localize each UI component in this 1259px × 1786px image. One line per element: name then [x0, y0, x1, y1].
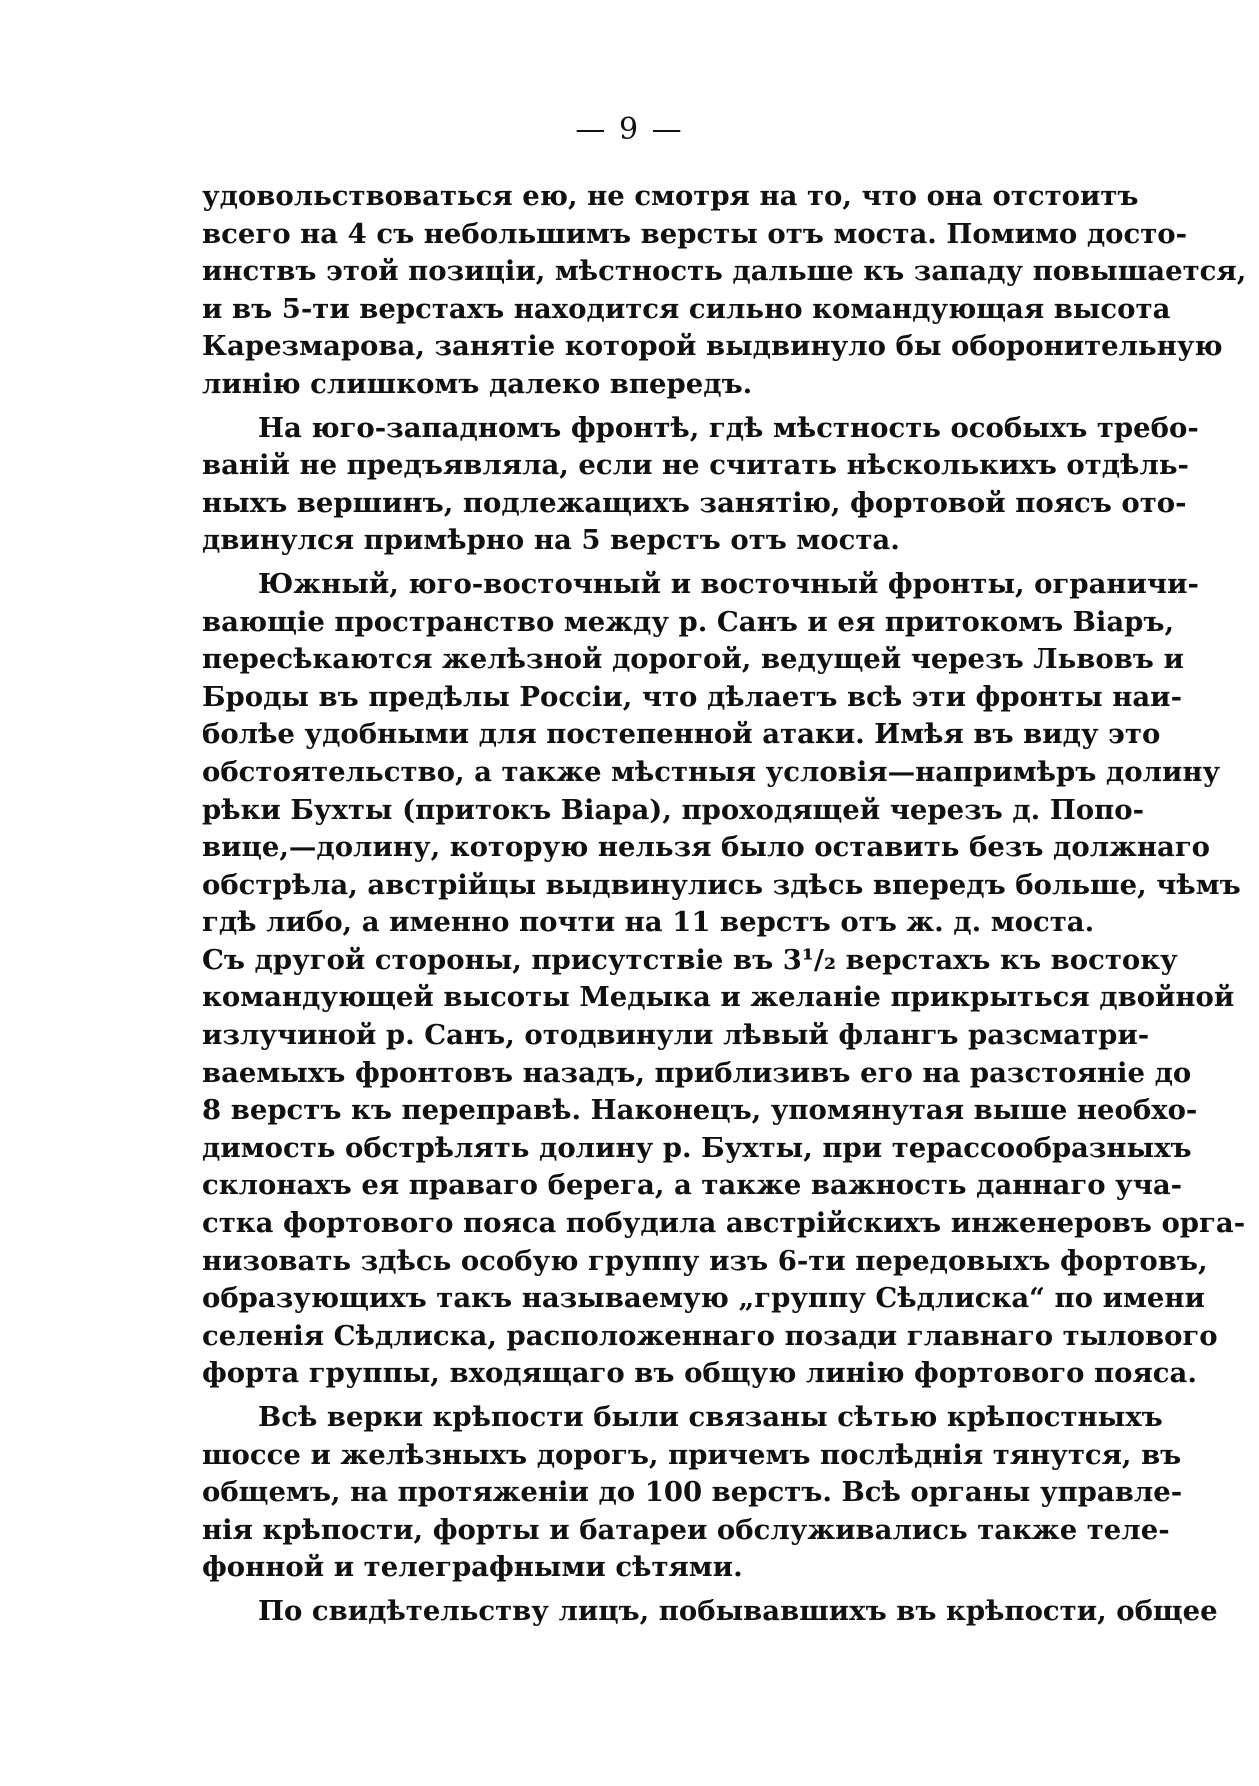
text-line: излучиной р. Санъ, отодвинули лѣвый флангъ разсматри-: [202, 1019, 1150, 1052]
text-line: ваемыхъ фронтовъ назадъ, приблизивъ его на разстояніе до: [202, 1056, 1192, 1089]
text-line: гдѣ либо, а именно почти на 11 верстъ отъ ж. д. моста.: [202, 906, 1095, 939]
text-line: низовать здѣсь особую группу изъ 6-ти передовыхъ фортовъ,: [202, 1244, 1208, 1277]
text-line: Южный, юго-восточный и восточный фронты, ограничи-: [258, 567, 1199, 600]
text-line: общемъ, на протяженіи до 100 верстъ. Всѣ органы управле-: [202, 1476, 1183, 1509]
text-line: инствъ этой позиціи, мѣстность дальше къ западу повышается,: [202, 255, 1247, 288]
text-line: Карезмарова, занятіе которой выдвинуло бы оборонительную: [202, 330, 1223, 363]
text-line: По свидѣтельству лицъ, побывавшихъ въ крѣпости, общее: [258, 1594, 1218, 1627]
text-line: стка фортового пояса побудила австрійскихъ инженеровъ орга-: [202, 1207, 1246, 1240]
text-line: ныхъ вершинъ, подлежащихъ занятію, фортовой поясъ ото-: [202, 486, 1187, 519]
text-line: форта группы, входящаго въ общую линію фортового пояса.: [202, 1357, 1197, 1390]
text-line: Всѣ верки крѣпости были связаны сѣтью крѣпостныхъ: [258, 1401, 1163, 1433]
paragraph: [202, 1593, 1218, 1631]
text-line: селенія Сѣдлиска, расположеннаго позади главнаго тылового: [202, 1319, 1218, 1352]
paragraph: [202, 566, 1246, 1393]
text-line: рѣки Бухты (притокъ Віара), проходящей черезъ д. Попо-: [202, 793, 1145, 826]
text-line: димость обстрѣлять долину р. Бухты, при терассообразныхъ: [202, 1131, 1192, 1164]
text-line: нія крѣпости, форты и батареи обслуживались также теле-: [202, 1513, 1170, 1546]
text-line: двинулся примѣрно на 5 верстъ отъ моста.: [202, 524, 900, 557]
text-line: шоссе и желѣзныхъ дорогъ, причемъ послѣднія тянутся, въ: [202, 1438, 1182, 1471]
text-line: командующей высоты Медыка и желаніе прикрыться двойной: [202, 981, 1235, 1014]
text-line: всего на 4 съ небольшимъ версты отъ моста. Помимо досто-: [202, 217, 1188, 250]
paragraph: [202, 1399, 1183, 1587]
text-line: линію слишкомъ далеко впередъ.: [202, 367, 753, 400]
text-line: Броды въ предѣлы Россіи, что дѣлаетъ всѣ эти фронты наи-: [202, 680, 1182, 713]
text-line: склонахъ ея праваго берега, а также важность даннаго уча-: [202, 1169, 1183, 1202]
page-number: — 9 —: [575, 112, 684, 147]
text-line: обстрѣла, австрійцы выдвинулись здѣсь впередъ больше, чѣмъ: [202, 868, 1241, 901]
text-line: пересѣкаются желѣзной дорогой, ведущей черезъ Львовъ и: [202, 643, 1184, 676]
text-line: фонной и телеграфными сѣтями.: [202, 1551, 743, 1584]
paragraph: [202, 410, 1199, 560]
text-line: 8 верстъ къ переправѣ. Наконецъ, упомянутая выше необхо-: [202, 1094, 1198, 1127]
text-line: и въ 5-ти верстахъ находится сильно командующая высота: [202, 292, 1171, 325]
text-line: обстоятельство, а также мѣстныя условія—напримѣръ долину: [202, 755, 1221, 788]
body-text: [202, 178, 1247, 1637]
text-line: вице,—долину, которую нельзя было оставить безъ должнаго: [202, 831, 1211, 864]
text-line: Съ другой стороны, присутствіе въ 3¹/₂ верстахъ къ востоку: [202, 943, 1178, 976]
text-line: образующихъ такъ называемую „группу Сѣдлиска“ по имени: [202, 1282, 1205, 1315]
text-line: На юго-западномъ фронтѣ, гдѣ мѣстность особыхъ требо-: [258, 411, 1199, 444]
text-line: ваній не предъявляла, если не считать нѣсколькихъ отдѣль-: [202, 449, 1189, 482]
text-line: вающіе пространство между р. Санъ и ея притокомъ Віаръ,: [202, 605, 1175, 638]
paragraph: [202, 178, 1247, 404]
text-line: удовольствоваться ею, не смотря на то, что она отстоитъ: [202, 180, 1139, 212]
text-line: болѣе удобными для постепенной атаки. Имѣя въ виду это: [202, 718, 1161, 751]
